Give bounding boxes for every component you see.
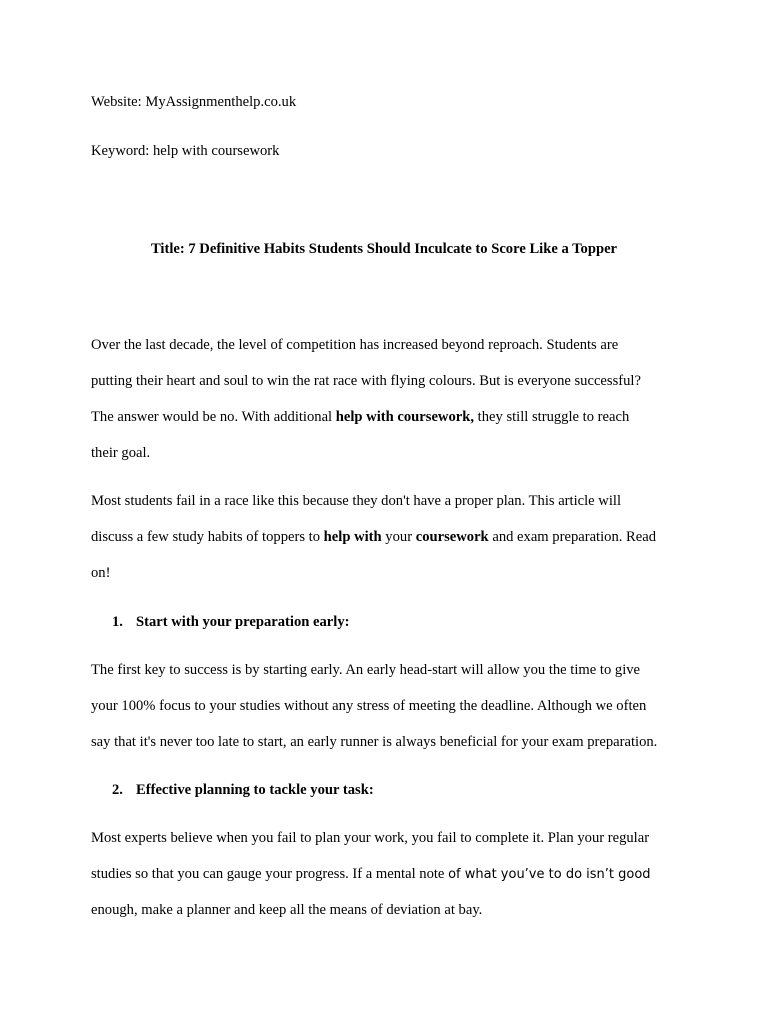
section-1-line-2: your 100% focus to your studies without any stress of meeting the deadline. Although we often xyxy=(91,698,647,714)
section-2-heading xyxy=(112,781,374,799)
text-run: The answer would be no. With additional xyxy=(91,409,336,425)
section-number: 1. xyxy=(112,614,123,630)
section-1-heading xyxy=(112,613,349,631)
document-title: Title: 7 Definitive Habits Students Should Inculcate to Score Like a Topper xyxy=(150,241,618,257)
section-1-line-3: say that it's never too late to start, an early runner is always beneficial for your exam preparation. xyxy=(91,734,658,750)
keyword-bold: help with coursework, xyxy=(335,409,475,425)
intro-p1-line-2: putting their heart and soul to win the rat race with flying colours. But is everyone successful? xyxy=(91,373,641,389)
text-run: and exam preparation. Read xyxy=(488,529,657,545)
section-2-line-3: enough, make a planner and keep all the means of deviation at bay. xyxy=(91,902,483,918)
text-run: studies so that you can gauge your progress. If a mental note xyxy=(91,866,449,882)
intro-p2-line-1: Most students fail in a race like this because they don't have a proper plan. This article will xyxy=(91,493,622,509)
intro-p1-line-3 xyxy=(91,408,629,426)
website-line: Website: MyAssignmenthelp.co.uk xyxy=(91,94,297,110)
intro-p1-line-1: Over the last decade, the level of competition has increased beyond reproach. Students are xyxy=(91,337,619,353)
keyword-bold: coursework xyxy=(415,529,489,545)
text-run: discuss a few study habits of toppers to xyxy=(91,529,324,545)
text-run: your xyxy=(381,529,416,545)
keyword-bold: help with xyxy=(323,529,382,545)
section-2-line-1: Most experts believe when you fail to plan your work, you fail to complete it. Plan your regular xyxy=(91,830,650,846)
text-run-alt-font: of what you’ve to do isn’t good xyxy=(448,867,651,882)
intro-p2-line-2 xyxy=(91,528,656,546)
section-1-line-1: The first key to success is by starting early. An early head-start will allow you the time to give xyxy=(91,662,641,678)
text-run: they still struggle to reach xyxy=(474,409,630,425)
section-number: 2. xyxy=(112,782,123,798)
section-heading-text: Effective planning to tackle your task: xyxy=(136,782,374,798)
intro-p2-line-3: on! xyxy=(91,565,111,581)
section-heading-text: Start with your preparation early: xyxy=(136,614,350,630)
intro-p1-line-4: their goal. xyxy=(91,445,151,461)
section-2-line-2 xyxy=(91,865,651,884)
keyword-line: Keyword: help with coursework xyxy=(91,143,280,159)
